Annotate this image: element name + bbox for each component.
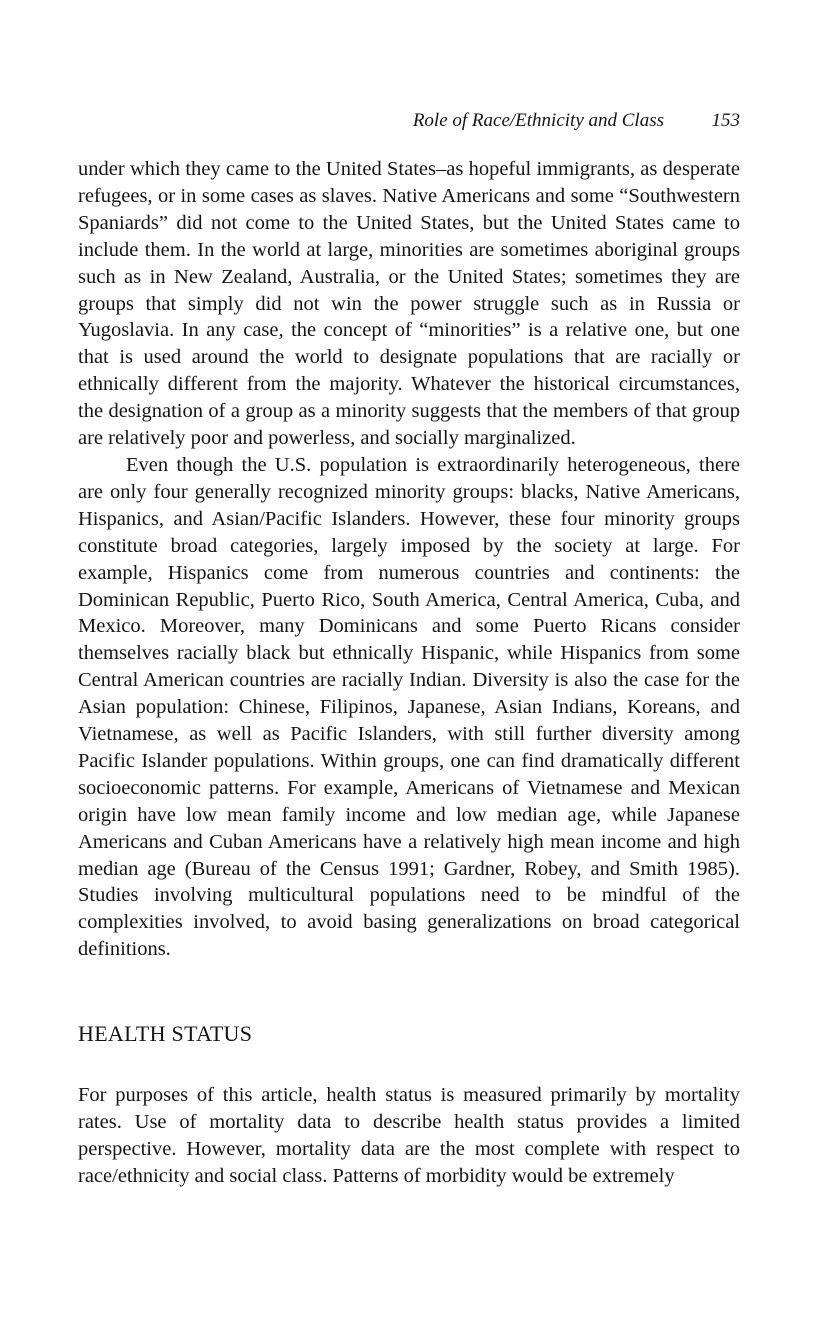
running-head-title: Role of Race/Ethnicity and Class	[412, 110, 664, 131]
body-text	[78, 156, 740, 1190]
paragraph-health-status: For purposes of this article, health status is measured primarily by mortality rates. Use of mortality data to describe health status provides a limited perspective. However, mortality data are the most complete with respect to race/ethnicity and social class. Patterns of morbidity would be extremely	[78, 1084, 740, 1187]
paragraph-minority-groups: Even though the U.S. population is extraordinarily heterogeneous, there are only four generally recognized minority groups: blacks, Native Americans, Hispanics, and Asian/Pacific Islanders. However, these four minority groups constitute broad categories, largely imposed by the society at large. For example, Hispanics come from numerous countries and continents: the Dominican Republic, Puerto Rico, South America, Central America, Cuba, and Mexico. Moreover, many Dominicans and some Puerto Ricans consider themselves racially black but ethnically Hispanic, while Hispanics from some Central American countries are racially Indian. Diversity is also the case for the Asian population: Chinese, Filipinos, Japanese, Asian Indians, Koreans, and Vietnamese, as well as Pacific Islanders, with still further diversity among Pacific Islander populations. Within groups, one can find dramatically different socioeconomic patterns. For example, Americans of Vietnamese and Mexican origin have low mean family income and low median age, while Japanese Americans and Cuban Americans have a relatively high mean income and high median age (Bureau of the Census 1991; Gardner, Robey, and Smith 1985). Studies involving multicultural populations need to be mindful of the complexities involved, to avoid basing generalizations on broad categorical definitions.	[78, 453, 740, 961]
page-number: 153	[711, 110, 740, 131]
running-head	[78, 110, 740, 138]
paragraph-continued: under which they came to the United States–as hopeful immigrants, as desperate refugees, or in some cases as slaves. Native Americans and some “Southwestern Spaniards” did not come to the United States, but the United States came to include them. In the world at large, minorities are sometimes aboriginal groups such as in New Zealand, Australia, or the United States; sometimes they are groups that simply did not win the power struggle such as in Russia or Yugoslavia. In any case, the concept of “minorities” is a relative one, but one that is used around the world to designate populations that are racially or ethnically different from the majority. Whatever the historical circumstances, the designation of a group as a minority suggests that the members of that group are relatively poor and powerless, and socially marginalized.	[78, 158, 740, 450]
section-heading-health-status: HEALTH STATUS	[78, 1021, 253, 1047]
